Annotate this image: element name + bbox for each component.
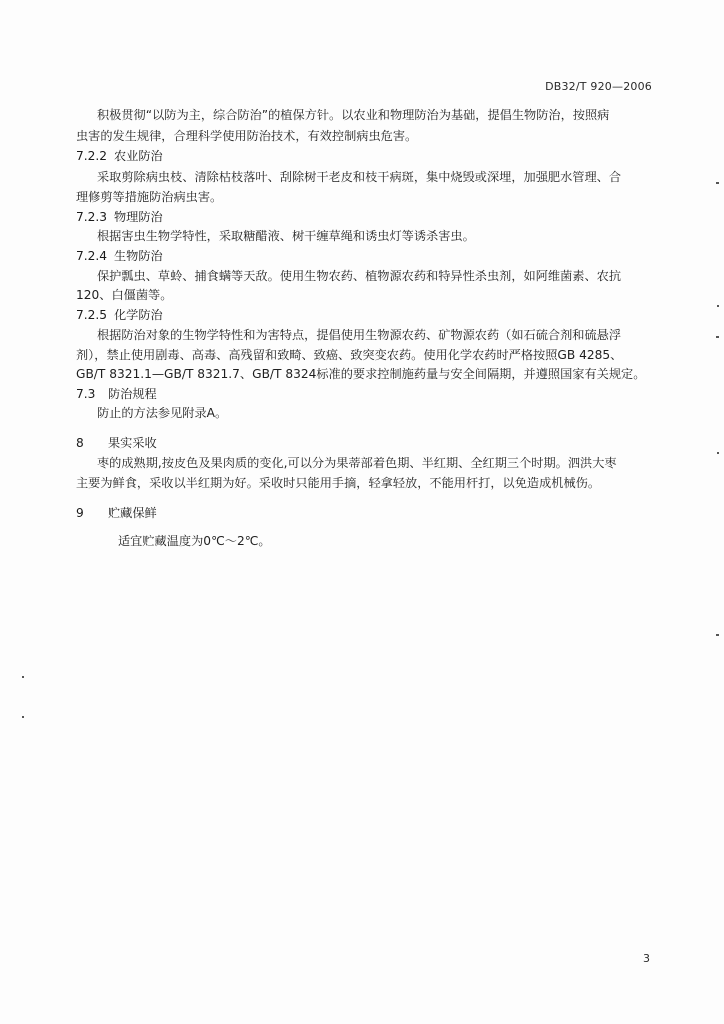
scan-artifact	[716, 634, 719, 636]
intro-line-2: 虫害的发生规律，合理科学使用防治技术，有效控制病虫危害。	[76, 129, 418, 143]
section-7-2-3-line-1: 根据害虫生物学特性，采取糖醋液、树干缠草绳和诱虫灯等诱杀害虫。	[97, 229, 475, 243]
section-title: 物理防治	[114, 210, 163, 224]
section-7-2-5-heading	[76, 307, 163, 323]
section-8-heading	[76, 435, 157, 451]
scan-artifact	[716, 182, 719, 184]
section-7-3-heading	[76, 386, 157, 402]
scan-artifact	[717, 305, 719, 307]
section-title: 贮藏保鲜	[108, 506, 157, 520]
section-7-2-2-line-1: 采取剪除病虫枝、清除枯枝落叶、刮除树干老皮和枝干病斑，集中烧毁或深埋，加强肥水管理、合	[97, 170, 622, 184]
section-7-2-3-heading	[76, 209, 163, 225]
section-number: 9	[76, 506, 84, 520]
section-8-line-2: 主要为鲜食，采收以半红期为好。采收时只能用手摘，轻拿轻放，不能用杆打，以免造成机械伤。	[76, 476, 601, 490]
scan-artifact	[22, 716, 24, 718]
section-7-2-2-line-2: 理修剪等措施防治病虫害。	[76, 190, 223, 204]
section-8-line-1: 枣的成熟期,按皮色及果肉质的变化,可以分为果蒂部着色期、半红期、全红期三个时期。泗洪大枣	[97, 456, 617, 470]
section-7-3-line-1: 防止的方法参见附录A。	[97, 406, 228, 420]
section-7-2-4-line-1: 保护瓢虫、草蛉、捕食螨等天敌。使用生物农药、植物源农药和特异性杀虫剂，如阿维菌素、农抗	[97, 269, 622, 283]
section-9-heading	[76, 505, 157, 521]
section-7-2-5-line-1: 根据防治对象的生物学特性和为害特点，提倡使用生物源农药、矿物源农药（如石硫合剂和硫悬浮	[97, 328, 622, 342]
page-number: 3	[643, 952, 650, 965]
section-number: 7.2.2	[76, 149, 108, 163]
section-number: 7.2.3	[76, 210, 108, 224]
section-title: 生物防治	[114, 249, 163, 263]
section-title: 农业防治	[114, 149, 163, 163]
intro-line-1: 积极贯彻“以防为主，综合防治”的植保方针。以农业和物理防治为基础，提倡生物防治，按照病	[97, 108, 610, 122]
section-7-2-4-heading	[76, 248, 163, 264]
section-7-2-4-line-2: 120、白僵菌等。	[76, 288, 173, 302]
section-number: 7.2.4	[76, 249, 108, 263]
section-7-2-2-heading	[76, 148, 163, 164]
scan-artifact	[22, 676, 24, 678]
section-number: 7.3	[76, 387, 96, 401]
scan-artifact	[717, 452, 719, 454]
standard-code: DB32/T 920—2006	[545, 80, 652, 93]
section-number: 8	[76, 436, 84, 450]
section-title: 防治规程	[108, 387, 157, 401]
section-7-2-5-line-3: GB/T 8321.1—GB/T 8321.7、GB/T 8324标准的要求控制施药量与安全间隔期，并遵照国家有关规定。	[76, 367, 646, 381]
section-9-line-1: 适宜贮藏温度为0℃～2℃。	[118, 534, 271, 548]
section-7-2-5-line-2: 剂），禁止使用剧毒、高毒、高残留和致畸、致癌、致突变农药。使用化学农药时严格按照GB 4285、	[76, 348, 623, 362]
scan-artifact	[716, 336, 719, 338]
section-number: 7.2.5	[76, 308, 108, 322]
section-title: 化学防治	[114, 308, 163, 322]
section-title: 果实采收	[108, 436, 157, 450]
